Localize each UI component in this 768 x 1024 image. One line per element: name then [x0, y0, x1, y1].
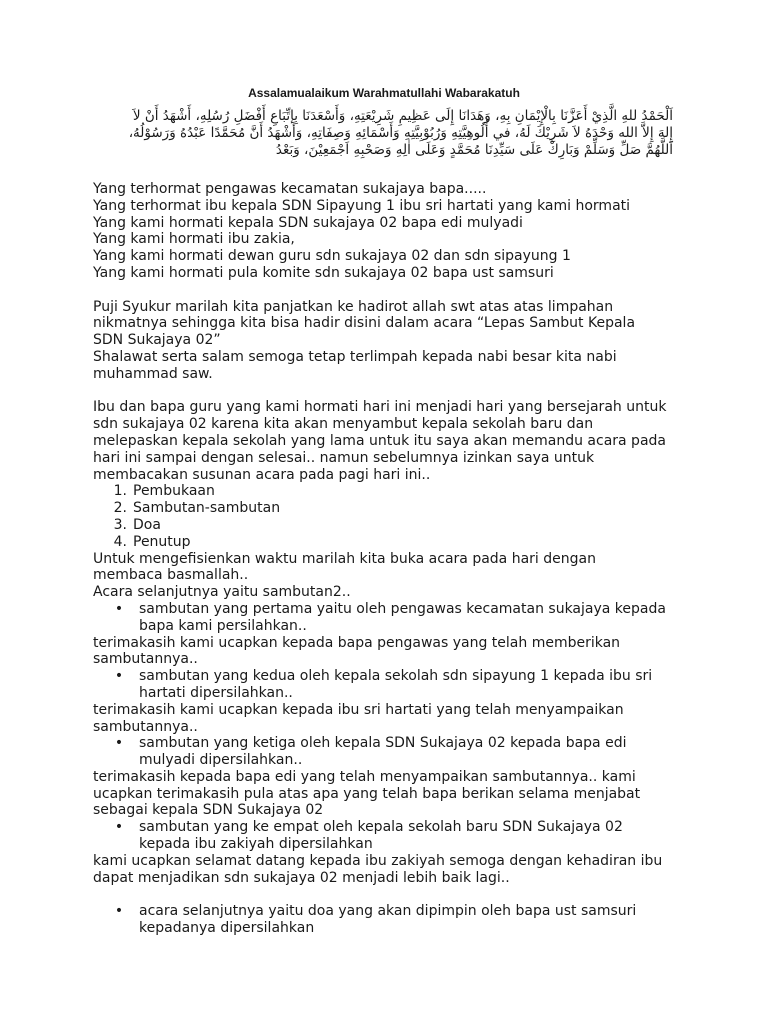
thanks-line: ucapkan terimakasih pula atas apa yang telah bapa berikan selama menjabat [93, 785, 641, 802]
bullet-item [93, 819, 683, 853]
paragraph-line: Ibu dan bapa guru yang kami hormati hari ini menjadi hari yang bersejarah untuk [93, 399, 667, 416]
opening-paragraph [93, 551, 683, 601]
bullet-line: sambutan yang pertama yaitu oleh pengawas kecamatan sukajaya kepada [139, 600, 666, 617]
arabic-line: اَلْحَمْدُ للهِ الَّذِيْ أَعَزَّنَا بِالْإِيْمَانِ بِهِ، وَهَدَانَا إِلَى عَظِيمِ شَرِيْعَتِهِ، وَأَسْعَدَنَا بِإتِّبَاعِ أَفْضَلِ رُسُلِهِ، أَشْهَدُ أَنْ لاَ [132, 108, 673, 124]
thanks-line: terimakasih kami ucapkan kepada ibu sri hartati yang telah menyampaikan [93, 701, 624, 718]
greeting-line: Yang kami hormati dewan guru sdn sukajaya 02 dan sdn sipayung 1 [93, 248, 571, 265]
agenda-text: Pembukaan [133, 483, 215, 500]
thanks-line: sebagai kepala SDN Sukajaya 02 [93, 802, 324, 819]
agenda-number: 3. [113, 516, 127, 533]
thanks-line: terimakasih kami ucapkan kepada bapa pengawas yang telah memberikan [93, 634, 621, 651]
greeting-line: Yang kami hormati pula komite sdn sukajaya 02 bapa ust samsuri [93, 264, 554, 281]
bullet-item [93, 903, 683, 937]
bullet-line: acara selanjutnya yaitu doa yang akan dipimpin oleh bapa ust samsuri [139, 903, 637, 920]
bullet-icon: • [114, 735, 124, 752]
bullet-icon: • [114, 600, 124, 617]
bullet-line: sambutan yang kedua oleh kepala sekolah sdn sipayung 1 kepada ibu sri [139, 668, 653, 685]
paragraph-line: sdn sukajaya 02 karena kita akan menyambut kepala sekolah baru dan [93, 416, 594, 433]
agenda-item [93, 534, 683, 551]
paragraph-line: Puji Syukur marilah kita panjatkan ke hadirot allah swt atas atas limpahan [93, 298, 614, 315]
agenda-item [93, 483, 683, 500]
agenda-number: 2. [113, 500, 127, 517]
bullet-line: sambutan yang ke empat oleh kepala sekolah baru SDN Sukajaya 02 [139, 819, 623, 836]
agenda-number: 4. [113, 533, 127, 550]
paragraph-gap [93, 282, 683, 299]
intro-paragraph [93, 399, 683, 483]
paragraph-line: Untuk mengefisienkan waktu marilah kita buka acara pada hari dengan [93, 550, 596, 567]
paragraph-line: membacakan susunan acara pada pagi hari ini.. [93, 466, 431, 483]
greetings-block [93, 181, 683, 282]
paragraph-gap [93, 383, 683, 400]
agenda-text: Penutup [133, 533, 191, 550]
bullet-line: kepadanya dipersilahkan [139, 920, 315, 937]
bullet-line: hartati dipersilahkan.. [139, 684, 293, 701]
paragraph-gap [93, 886, 683, 903]
bullet-line: mulyadi dipersilahkan.. [139, 752, 303, 769]
paragraph-line: Shalawat serta salam semoga tetap terlimpah kepada nabi besar kita nabi [93, 348, 617, 365]
bullet-item [93, 735, 683, 769]
document-body [93, 181, 683, 937]
bullet-line: sambutan yang ketiga oleh kepala SDN Sukajaya 02 kepada bapa edi [139, 735, 627, 752]
agenda-list [93, 483, 683, 550]
agenda-number: 1. [113, 483, 127, 500]
bullet-icon: • [114, 819, 124, 836]
agenda-text: Doa [133, 516, 161, 533]
bullet-icon: • [114, 668, 124, 685]
bullet-line: bapa kami persilahkan.. [139, 617, 307, 634]
welcome-line: kami ucapkan selamat datang kepada ibu zakiyah semoga dengan kehadiran ibu [93, 852, 663, 869]
paragraph-line: nikmatnya sehingga kita bisa hadir disini dalam acara “Lepas Sambut Kepala [93, 315, 636, 332]
arabic-line: إِلهَ إِلاَّ الله وَحْدَهُ لاَ شَرِيْكَ لَهُ، في أُلُوهِيَّتِهِ وَرُبُوْبِيَّتِهِ وَأَسْمَائِهِ وَصِفَاتِهِ، وَأَشْهَدُ أَنَّ مُحَمَّدًا عَبْدُهُ وَرَسُوْلُهُ، [128, 125, 673, 141]
paragraph-line: hari ini sampai dengan selesai.. namun sebelumnya izinkan saya untuk [93, 449, 595, 466]
thanks-line: sambutannya.. [93, 718, 198, 735]
bullet-icon: • [114, 903, 124, 920]
bullet-line: kepada ibu zakiyah dipersilahkan [139, 836, 373, 853]
paragraph-line: melepaskan kepala sekolah yang lama untuk itu saya akan memandu acara pada [93, 432, 666, 449]
greeting-line: Yang kami hormati ibu zakia, [93, 231, 295, 248]
thanks-line: terimakasih kepada bapa edi yang telah menyampaikan sambutannya.. kami [93, 768, 636, 785]
paragraph-line: membaca basmallah.. [93, 567, 249, 584]
paragraph-line: SDN Sukajaya 02” [93, 332, 221, 349]
greeting-line: Yang terhormat pengawas kecamatan sukajaya bapa..... [93, 181, 487, 197]
gratitude-paragraph [93, 299, 683, 383]
bullet-item [93, 601, 683, 635]
paragraph-line: muhammad saw. [93, 365, 213, 382]
welcome-line: dapat menjadikan sdn sukajaya 02 menjadi lebih baik lagi.. [93, 869, 510, 886]
arabic-opening [93, 108, 673, 159]
bullet-item [93, 668, 683, 702]
greeting-line: Yang kami hormati kepala SDN sukajaya 02 bapa edi mulyadi [93, 214, 523, 231]
arabic-line: اَللَّهُمَّ صَلِّ وَسَلِّمْ وَبَارِكْ عَلَى سَيِّدِنَا مُحَمَّدٍ وَعَلَى اٰلِهِ وَصَحْبِهِ اَجْمَعِيْنَ، وَبَعْدُ [275, 142, 673, 158]
thanks-line: sambutannya.. [93, 651, 198, 668]
paragraph-line: Acara selanjutnya yaitu sambutan2.. [93, 584, 351, 601]
greeting-title: Assalamualaikum Warahmatullahi Wabarakatuh [248, 86, 520, 100]
agenda-text: Sambutan-sambutan [133, 500, 281, 517]
greeting-line: Yang terhormat ibu kepala SDN Sipayung 1 ibu sri hartati yang kami hormati [93, 197, 631, 214]
agenda-item [93, 500, 683, 517]
agenda-item [93, 517, 683, 534]
